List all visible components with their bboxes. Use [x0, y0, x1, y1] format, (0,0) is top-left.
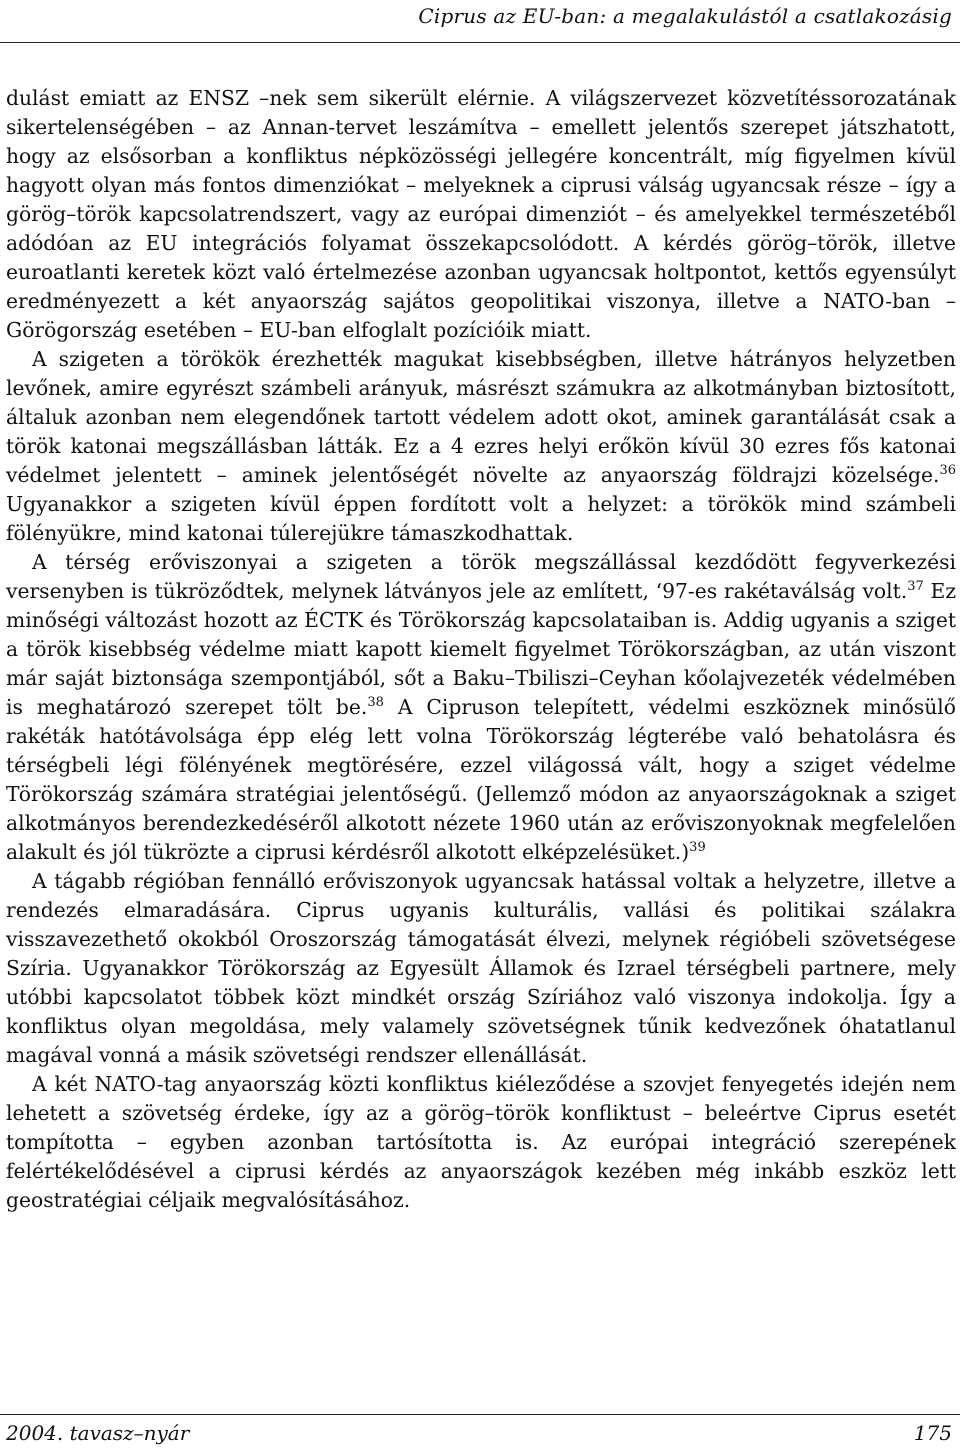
footer-rule [0, 1414, 960, 1415]
page-number: 175 [913, 1421, 952, 1445]
footnote-ref-37[interactable]: 37 [907, 579, 924, 594]
paragraph-5 [6, 1070, 956, 1215]
paragraph-2-text: A szigeten a törökök érezhették magukat kisebbségben, illetve hátrányos helyzetben levőnek, amire egyrészt számbeli arányuk, másrészt számukra az alkotmányban biztosított, általuk azonban nem elegendőnek tartott védelem adott okot, aminek garantálását csak a török katonai megszállásban látták. Ez a 4 ezres helyi erőkön kívül 30 ezres fős katonai védelmet jelentett – aminek jelentőségét növelte az anyaország földrajzi közelsége. [6, 347, 956, 487]
paragraph-2 [6, 345, 956, 548]
paragraph-3-tail-2: A Cipruson telepített, védelmi eszköznek minősülő rakéták hatótávolsága épp elég lett volna Törökország légterébe való behatolásra és térségbeli légi fölényének megtörésére, ezzel világossá vált, hogy a sziget védelme Törökország számára stratégiai jelentőségű. (Jellemző módon az anyaországoknak a sziget alkotmányos berendezkedéséről alkotott nézete 1960 után az erőviszonyoknak megfelelően alakult és jól tükrözte a ciprusi kérdésről alkotott elképzelésüket.) [6, 695, 956, 864]
article-body [6, 84, 956, 1215]
footnote-ref-38[interactable]: 38 [367, 695, 384, 710]
paragraph-2-tail: Ugyanakkor a szigeten kívül éppen fordított volt a helyzet: a törökök mind számbeli fölényükre, mind katonai túlerejükre támaszkodhattak. [6, 492, 956, 545]
running-head-title: Ciprus az EU-ban: a megalakulástól a csatlakozásig [418, 4, 952, 28]
paragraph-4 [6, 867, 956, 1070]
footnote-ref-36[interactable]: 36 [939, 463, 956, 478]
paragraph-3-tail: Ez minőségi változást hozott az ÉCTK és Törökország kapcsolataiban is. Addig ugyanis a sziget a török kisebbség védelme miatt kapott kiemelt figyelmet Törökországban, az után viszont már saját biztonsága szempontjából, sőt a Baku–Tbiliszi–Ceyhan kőolajvezeték védelmében is meghatározó szerepet tölt be. [6, 579, 957, 719]
paragraph-5-text: A két NATO-tag anyaország közti konfliktus kiéleződése a szovjet fenyegetés idején nem lehetett a szövetség érdeke, így az a görög–török konfliktust – beleértve Ciprus esetét tompította – egyben azonban tartósította is. Az európai integráció szerepének felértékelődésével a ciprusi kérdés az anyaországok kezében még inkább eszköz lett geostratégiai céljaik megvalósításához. [6, 1072, 956, 1212]
paragraph-3-text: A térség erőviszonyai a szigeten a török megszállással kezdődött fegyverkezési versenyben is tükröződtek, melynek látványos jele az említett, ‘97-es rakétaválság volt. [6, 550, 956, 603]
paragraph-1-text: dulást emiatt az ENSZ –nek sem sikerült elérnie. A világszervezet közvetítéssorozatának sikertelenségében – az Annan-tervet leszámítva – emellett jelentős szerepet játszhatott, hogy az elsősorban a konfliktus népközösségi jellegére koncentrált, míg figyelmen kívül hagyott olyan más fontos dimenziókat – melyeknek a ciprusi válság ugyancsak része – így a görög–török kapcsolatrendszert, vagy az európai dimenziót – és amelyekkel természetéből adódóan az EU integrációs folyamat összekapcsolódott. A kérdés görög–török, illetve euroatlanti keretek közt való értelmezése azonban ugyancsak holtpontot, kettős egyensúlyt eredményezett a két anyaország sajátos geopolitikai viszonya, illetve a NATO-ban – Görögország esetében – EU-ban elfoglalt pozícióik miatt. [6, 86, 956, 342]
paragraph-1 [6, 84, 956, 345]
footer-issue: 2004. tavasz–nyár [6, 1421, 190, 1445]
footnote-ref-39[interactable]: 39 [689, 840, 706, 855]
paragraph-4-text: A tágabb régióban fennálló erőviszonyok ugyancsak hatással voltak a helyzetre, illetve a rendezés elmaradására. Ciprus ugyanis kulturális, vallási és politikai szálakra visszavezethető okokból Oroszország támogatását élvezi, melynek régióbeli szövetségese Szíria. Ugyanakkor Törökország az Egyesült Államok és Izrael térségbeli partnere, mely utóbbi kapcsolatot többek közt mindkét ország Szíriához való viszonya indokolja. Így a konfliktus olyan megoldása, mely valamely szövetségnek tűnik kedvezőnek óhatatlanul magával vonná a másik szövetségi rendszer ellenállását. [6, 869, 956, 1067]
paragraph-3 [6, 548, 956, 867]
header-rule [0, 42, 960, 43]
